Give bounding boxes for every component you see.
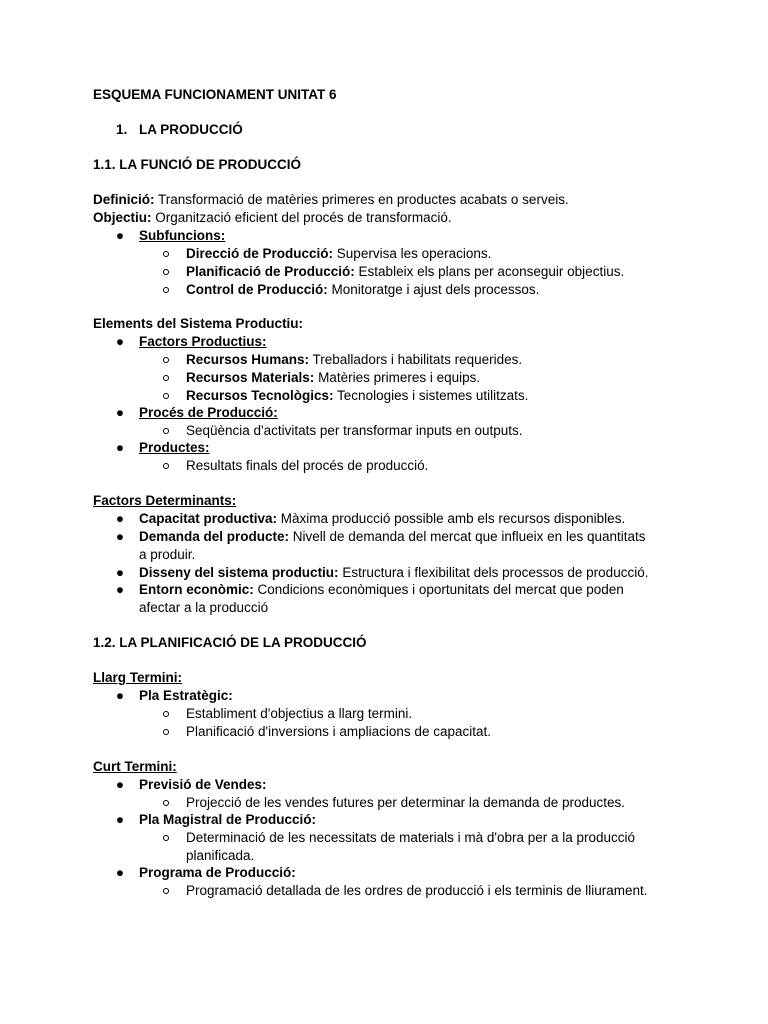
circle-bullet-icon [163, 729, 169, 735]
definition-label: Definició: [93, 192, 155, 207]
item-text: Màxima producció possible amb els recursos disponibles. [277, 511, 626, 526]
circle-bullet-icon [163, 428, 169, 434]
item-label: Direcció de Producció: [186, 246, 334, 261]
master-plan-text: Determinació de les necessitats de materials i mà d'obra per a la producció [186, 830, 636, 845]
item-label: Control de Producció: [186, 282, 328, 297]
list-item [186, 263, 624, 281]
list-item [139, 510, 625, 528]
bullet-icon: ● [115, 865, 125, 880]
objective-label: Objectiu: [93, 210, 152, 225]
master-plan-label: Pla Magistral de Producció: [139, 812, 317, 827]
determinants-heading: Factors Determinants: [93, 493, 237, 508]
item-label: Recursos Materials: [186, 370, 315, 385]
definition-text: Transformació de matèries primeres en productes acabats o serveis. [154, 192, 569, 207]
item-text: Estructura i flexibilitat dels processos de producció. [338, 565, 649, 580]
bullet-icon: ● [115, 582, 125, 597]
production-program-label: Programa de Producció: [139, 865, 296, 880]
subfunctions-label: Subfuncions: [139, 228, 226, 243]
section-number: 1. [116, 122, 128, 137]
item-text: Condicions econòmiques i oportunitats del mercat que poden [253, 582, 624, 597]
item-label: Demanda del producte: [139, 529, 290, 544]
circle-bullet-icon [163, 888, 169, 894]
objective-text: Organització eficient del procés de transformació. [151, 210, 452, 225]
item-text: Tecnologies i sistemes utilitzats. [333, 388, 529, 403]
item-text: Treballadors i habilitats requerides. [309, 352, 523, 367]
circle-bullet-icon [163, 393, 169, 399]
item-label: Entorn econòmic: [139, 582, 254, 597]
bullet-icon: ● [115, 529, 125, 544]
document-title: ESQUEMA FUNCIONAMENT UNITAT 6 [93, 87, 337, 102]
objective-line [93, 209, 452, 227]
products-text: Resultats finals del procés de producció. [186, 458, 429, 473]
factors-label: Factors Productius: [139, 334, 267, 349]
bullet-icon: ● [115, 228, 125, 243]
item-text-continued: a produir. [139, 547, 196, 562]
bullet-icon: ● [115, 440, 125, 455]
circle-bullet-icon [163, 251, 169, 257]
process-text: Seqüència d'activitats per transformar inputs en outputs. [186, 423, 523, 438]
bullet-icon: ● [115, 511, 125, 526]
item-text-continued: afectar a la producció [139, 600, 269, 615]
elements-heading: Elements del Sistema Productiu: [93, 316, 304, 331]
circle-bullet-icon [163, 287, 169, 293]
sales-forecast-label: Previsió de Vendes: [139, 777, 267, 792]
bullet-icon: ● [115, 405, 125, 420]
list-item: Planificació d'inversions i ampliacions de capacitat. [186, 724, 491, 739]
long-term-label: Llarg Termini: [93, 670, 183, 685]
item-text: Supervisa les operacions. [333, 246, 492, 261]
bullet-icon: ● [115, 688, 125, 703]
item-text: Estableix els plans per aconseguir objectius. [354, 264, 625, 279]
sales-forecast-text: Projecció de les vendes futures per determinar la demanda de productes. [186, 795, 626, 810]
list-item [186, 387, 528, 405]
item-label: Recursos Tecnològics: [186, 388, 334, 403]
short-term-label: Curt Termini: [93, 759, 177, 774]
section-heading: LA PRODUCCIÓ [139, 122, 243, 137]
list-item [139, 581, 624, 599]
item-label: Disseny del sistema productiu: [139, 565, 339, 580]
circle-bullet-icon [163, 711, 169, 717]
bullet-icon: ● [115, 777, 125, 792]
item-text: Matèries primeres i equips. [314, 370, 481, 385]
list-item [186, 351, 522, 369]
bullet-icon: ● [115, 565, 125, 580]
circle-bullet-icon [163, 269, 169, 275]
item-text: Monitoratge i ajust dels processos. [327, 282, 540, 297]
production-program-text: Programació detallada de les ordres de producció i els terminis de lliurament. [186, 883, 648, 898]
bullet-icon: ● [115, 334, 125, 349]
list-item: Establiment d'objectius a llarg termini. [186, 706, 413, 721]
process-label: Procés de Producció: [139, 405, 278, 420]
list-item [186, 281, 539, 299]
circle-bullet-icon [163, 463, 169, 469]
item-label: Recursos Humans: [186, 352, 310, 367]
subsection-heading: 1.2. LA PLANIFICACIÓ DE LA PRODUCCIÓ [93, 635, 367, 650]
item-label: Capacitat productiva: [139, 511, 278, 526]
list-item [139, 564, 648, 582]
products-label: Productes: [139, 440, 210, 455]
list-item [186, 245, 491, 263]
circle-bullet-icon [163, 800, 169, 806]
circle-bullet-icon [163, 375, 169, 381]
circle-bullet-icon [163, 835, 169, 841]
item-label: Planificació de Producció: [186, 264, 355, 279]
list-item [139, 528, 646, 546]
master-plan-text-continued: planificada. [186, 848, 255, 863]
definition-line [93, 191, 569, 209]
list-item [186, 369, 480, 387]
item-text: Nivell de demanda del mercat que influeix en les quantitats [289, 529, 646, 544]
bullet-icon: ● [115, 812, 125, 827]
strategic-plan-label: Pla Estratègic: [139, 688, 233, 703]
subsection-heading: 1.1. LA FUNCIÓ DE PRODUCCIÓ [93, 157, 302, 172]
circle-bullet-icon [163, 357, 169, 363]
